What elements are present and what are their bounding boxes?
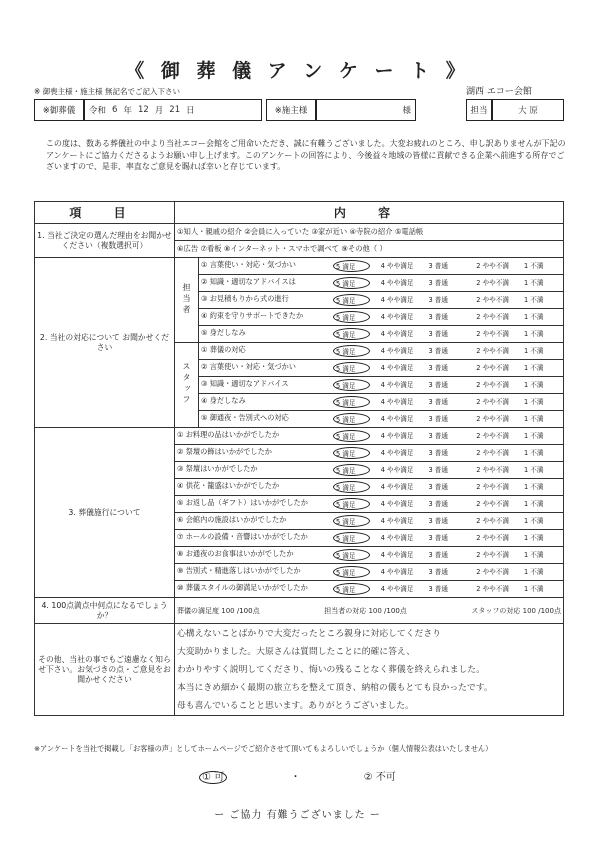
rating-option-5[interactable]: 5 満足	[333, 328, 370, 340]
rating-row[interactable]	[175, 530, 564, 547]
rating-option-2[interactable]: 2 やや不満	[476, 364, 509, 372]
rating-option-3[interactable]: 3 普通	[428, 500, 448, 508]
q1-options-row1[interactable]: ①知人・親戚の紹介 ②会員に入っていた ③家が近い ④寺院の紹介 ⑤電話帳	[175, 224, 564, 241]
rating-option-5[interactable]: 5 満足	[333, 260, 370, 272]
rating-option-3[interactable]: 3 普通	[428, 313, 448, 321]
rating-option-5[interactable]: 5 満足	[333, 498, 370, 510]
consent-no-option[interactable]: ② 不可	[363, 772, 396, 783]
page-title: 《 御 葬 儀 ア ン ケ ー ト 》	[125, 60, 470, 82]
rating-option-5[interactable]: 5 満足	[333, 362, 370, 374]
score-label: 葬儀の満足度	[177, 606, 219, 615]
rating-option-3[interactable]: 3 普通	[428, 330, 448, 338]
rating-row[interactable]	[199, 275, 564, 292]
rating-row[interactable]	[199, 377, 564, 394]
rating-option-2[interactable]: 2 やや不満	[476, 398, 509, 406]
score-field[interactable]	[324, 606, 407, 616]
rating-option-4[interactable]: 4 やや満足	[380, 381, 414, 389]
comment-line: 母も喜んでいることと思います。ありがとうございました。	[177, 700, 414, 711]
rating-item-label: ⑨ 告別式・精進落しはいかがでしたか	[177, 566, 301, 575]
rating-option-5[interactable]: 5 満足	[333, 311, 370, 323]
rating-option-5[interactable]: 5 満足	[333, 277, 370, 289]
rating-option-3[interactable]: 3 普通	[428, 585, 448, 593]
rating-item-label: ② 言葉使い・対応・気づかい	[201, 362, 296, 371]
rating-option-5[interactable]: 5 満足	[333, 379, 370, 391]
rating-option-2[interactable]: 2 やや不満	[476, 466, 509, 474]
rating-option-5[interactable]: 5 満足	[333, 294, 370, 306]
consent-options	[0, 768, 595, 783]
publish-consent-note: ※アンケートを当社で掲載し「お客様の声」としてホームページでご紹介させて頂いてもよろしいでしょうか（個人情報公表はいたしません）	[34, 744, 493, 753]
rating-option-3[interactable]: 3 普通	[428, 551, 448, 559]
rating-option-2[interactable]: 2 やや不満	[476, 517, 509, 525]
rating-item-label: ② 祭壇の飾はいかがでしたか	[177, 447, 272, 456]
comment-line: わかりやすく説明してくださり、悔いの残ることなく葬儀を終えられました。	[177, 664, 485, 675]
q2-label: 2. 当社の対応について お聞かせください	[35, 258, 175, 428]
rating-row[interactable]	[199, 326, 564, 343]
rating-item-label: ④ 約束を守りサポートできたか	[201, 311, 304, 320]
rating-row[interactable]	[175, 513, 564, 530]
rating-option-5[interactable]: 5 満足	[333, 464, 370, 476]
rating-option-1[interactable]: 1 不満	[524, 568, 544, 576]
rating-option-1[interactable]: 1 不満	[524, 585, 544, 593]
rating-option-2[interactable]: 2 やや不満	[476, 381, 509, 389]
host-label: ※施主様	[266, 99, 316, 121]
rating-option-2[interactable]: 2 やや不満	[476, 296, 509, 304]
score-field[interactable]	[471, 606, 561, 616]
rating-item-label: ④ 供花・籠盛はいかがでしたか	[177, 481, 280, 490]
q1-options-row2[interactable]: ⑥広告 ⑦看板 ⑧インターネット・スマホで調べて ⑨その他（ ）	[175, 241, 564, 258]
rating-option-4[interactable]: 4 やや満足	[380, 364, 414, 372]
rating-option-4[interactable]: 4 やや満足	[380, 449, 414, 457]
rating-option-2[interactable]: 2 やや不満	[476, 534, 509, 542]
rating-item-label: ⑤ お返し品（ギフト）はいかがでしたか	[177, 498, 308, 507]
rating-row[interactable]	[175, 445, 564, 462]
rating-row[interactable]	[199, 258, 564, 275]
rating-row[interactable]	[175, 547, 564, 564]
comment-line: 大変助かりました。大原さんは質問したことに的確に答え、	[177, 646, 416, 657]
rating-option-3[interactable]: 3 普通	[428, 262, 448, 270]
rating-option-1[interactable]: 1 不満	[524, 466, 544, 474]
rating-option-1[interactable]: 1 不満	[524, 364, 544, 372]
rating-row[interactable]	[175, 581, 564, 598]
score-value: 100	[522, 606, 537, 615]
rating-option-3[interactable]: 3 普通	[428, 466, 448, 474]
rating-option-5[interactable]: 5 満足	[333, 430, 370, 442]
rating-option-3[interactable]: 3 普通	[428, 364, 448, 372]
rating-row[interactable]	[199, 394, 564, 411]
comment-line: 本当にきめ細かく最期の旅立ちを整えて頂き、納棺の儀もとても良かったです。	[177, 682, 493, 693]
rating-item-label: ③ お見積もりから式の進行	[201, 294, 289, 303]
rating-option-1[interactable]: 1 不満	[524, 279, 544, 287]
rating-option-3[interactable]: 3 普通	[428, 398, 448, 406]
q4-label: 4. 100点満点中何点になるでしょうか？	[35, 598, 175, 624]
rating-option-5[interactable]: 5 満足	[333, 481, 370, 493]
consent-yes-option[interactable]: ① 可	[199, 771, 227, 784]
rating-option-1[interactable]: 1 不満	[524, 381, 544, 389]
score-label: スタッフの対応	[471, 606, 521, 615]
date-day-label: 日	[186, 106, 195, 116]
q5-label: その他、当社の事でもご遠慮なく知らせ下さい。お気づきの点・ご意見をお聞かせください	[35, 624, 175, 716]
rating-item-label: ⑥ 会館内の施設はいかがでしたか	[177, 515, 287, 524]
rating-option-2[interactable]: 2 やや不満	[476, 500, 509, 508]
q1-label: 1. 当社ご決定の選んだ理由をお聞かせください（複数選択可）	[35, 224, 175, 258]
rating-option-2[interactable]: 2 やや不満	[476, 262, 509, 270]
rating-option-5[interactable]: 5 満足	[333, 549, 370, 561]
rating-option-1[interactable]: 1 不満	[524, 313, 544, 321]
rating-item-label: ⑦ ホールの設備・音響はいかがでしたか	[177, 532, 308, 541]
rating-option-2[interactable]: 2 やや不満	[476, 279, 509, 287]
score-value: 100	[221, 606, 235, 615]
rating-option-3[interactable]: 3 普通	[428, 517, 448, 525]
rating-option-3[interactable]: 3 普通	[428, 347, 448, 355]
rating-option-3[interactable]: 3 普通	[428, 432, 448, 440]
rating-option-2[interactable]: 2 やや不満	[476, 568, 509, 576]
rating-option-4[interactable]: 4 やや満足	[380, 500, 414, 508]
rating-option-5[interactable]: 5 満足	[333, 345, 370, 357]
rating-option-4[interactable]: 4 やや満足	[380, 585, 414, 593]
rating-item-label: ⑩ 葬儀スタイルの御満足いかがでしたか	[177, 583, 308, 592]
rating-item-label: ② 知識・適切なアドバイスは	[201, 277, 296, 286]
rating-option-4[interactable]: 4 やや満足	[380, 398, 414, 406]
rating-option-4[interactable]: 4 やや満足	[380, 415, 414, 423]
intro-text: この度は、数ある葬儀社の中より当社エコー会館をご用命いただき、誠に有難うございました。大変お疲れのところ、申し訳ありませんが下記のアンケートにご協力くださるようお願い申し上げます。このアンケートの回答により、今後益々地域の皆様に貢献できる企業へ前進する所存でございますので、是非、率直なご意見を賜れば幸いと存じています。	[46, 139, 566, 171]
column-header-item: 項 目	[35, 202, 175, 224]
group-b-label: スタッフ	[182, 362, 191, 406]
rating-option-3[interactable]: 3 普通	[428, 568, 448, 576]
host-name-field[interactable]	[316, 99, 416, 121]
rating-option-1[interactable]: 1 不満	[524, 262, 544, 270]
date-day: 21	[169, 105, 181, 115]
rating-item-label: ① お料理の品はいかがでしたか	[177, 430, 280, 439]
rating-option-3[interactable]: 3 普通	[428, 279, 448, 287]
rating-option-1[interactable]: 1 不満	[524, 415, 544, 423]
rating-option-5[interactable]: 5 満足	[333, 515, 370, 527]
group-a-label: 担当者	[182, 282, 191, 316]
rating-item-label: ① 葬儀の対応	[201, 345, 246, 354]
rating-option-2[interactable]: 2 やや不満	[476, 432, 509, 440]
rating-option-4[interactable]: 4 やや満足	[380, 432, 414, 440]
rating-row[interactable]	[175, 462, 564, 479]
score-value: 100	[368, 606, 382, 615]
consent-separator: ・	[290, 772, 301, 783]
company-name: 湖西 エコー会館	[466, 87, 532, 97]
host-suffix: 様	[402, 106, 411, 116]
score-unit: /100点	[384, 606, 407, 615]
rating-option-1[interactable]: 1 不満	[524, 432, 544, 440]
rating-row[interactable]	[175, 479, 564, 496]
comment-field[interactable]	[175, 624, 564, 716]
rating-option-3[interactable]: 3 普通	[428, 483, 448, 491]
rating-item-label: ⑤ 身だしなみ	[201, 328, 246, 337]
rating-item-label: ③ 知識・適切なアドバイス	[201, 379, 289, 388]
date-month-label: 月	[154, 106, 164, 116]
rating-option-5[interactable]: 5 満足	[333, 566, 370, 578]
rating-option-4[interactable]: 4 やや満足	[380, 279, 414, 287]
rating-option-4[interactable]: 4 やや満足	[380, 347, 414, 355]
rating-option-3[interactable]: 3 普通	[428, 415, 448, 423]
rating-option-4[interactable]: 4 やや満足	[380, 483, 414, 491]
rating-item-label: ④ 身だしなみ	[201, 396, 246, 405]
date-era: 令和	[89, 106, 107, 116]
rating-option-3[interactable]: 3 普通	[428, 449, 448, 457]
rating-option-1[interactable]: 1 不満	[524, 500, 544, 508]
rating-option-5[interactable]: 5 満足	[333, 396, 370, 408]
rating-option-4[interactable]: 4 やや満足	[380, 296, 414, 304]
rating-row[interactable]	[199, 309, 564, 326]
survey-table	[34, 201, 564, 716]
rating-option-4[interactable]: 4 やや満足	[380, 313, 414, 321]
rating-row[interactable]	[175, 428, 564, 445]
rating-option-4[interactable]: 4 やや満足	[380, 551, 414, 559]
thanks-message: ー ご協力 有難うございました ー	[214, 810, 381, 821]
rating-row[interactable]	[175, 564, 564, 581]
rating-option-2[interactable]: 2 やや不満	[476, 347, 509, 355]
comment-line: 心構えないことばかりで大変だったところ親身に対応してくださり	[177, 628, 441, 639]
date-year-label: 年	[123, 106, 132, 116]
rating-option-4[interactable]: 4 やや満足	[380, 262, 414, 270]
date-month: 12	[137, 105, 149, 115]
score-field[interactable]	[177, 606, 260, 616]
staff-name: 大 原	[492, 99, 564, 121]
rating-item-label: ③ 祭壇はいかがでしたか	[177, 464, 258, 473]
rating-option-3[interactable]: 3 普通	[428, 534, 448, 542]
score-row	[175, 598, 564, 624]
rating-option-4[interactable]: 4 やや満足	[380, 517, 414, 525]
rating-option-1[interactable]: 1 不満	[524, 296, 544, 304]
rating-option-3[interactable]: 3 普通	[428, 296, 448, 304]
funeral-date-field[interactable]	[84, 99, 262, 121]
rating-option-1[interactable]: 1 不満	[524, 534, 544, 542]
rating-option-2[interactable]: 2 やや不満	[476, 585, 509, 593]
rating-option-1[interactable]: 1 不満	[524, 551, 544, 559]
rating-option-1[interactable]: 1 不満	[524, 517, 544, 525]
rating-option-1[interactable]: 1 不満	[524, 347, 544, 355]
rating-row[interactable]	[199, 343, 564, 360]
rating-option-2[interactable]: 2 やや不満	[476, 483, 509, 491]
date-year: 6	[112, 105, 118, 115]
staff-label: 担当	[466, 99, 492, 121]
rating-option-2[interactable]: 2 やや不満	[476, 313, 509, 321]
rating-option-4[interactable]: 4 やや満足	[380, 568, 414, 576]
rating-option-4[interactable]: 4 やや満足	[380, 466, 414, 474]
rating-option-1[interactable]: 1 不満	[524, 330, 544, 338]
rating-option-2[interactable]: 2 やや不満	[476, 449, 509, 457]
rating-row[interactable]	[199, 360, 564, 377]
rating-option-1[interactable]: 1 不満	[524, 483, 544, 491]
rating-item-label: ⑧ お通夜のお食事はいかがでしたか	[177, 549, 294, 558]
score-unit: /100点	[236, 606, 260, 615]
rating-row[interactable]	[199, 292, 564, 309]
rating-option-5[interactable]: 5 満足	[333, 583, 370, 595]
score-unit: /100点	[538, 606, 561, 615]
rating-option-4[interactable]: 4 やや満足	[380, 534, 414, 542]
rating-item-label: ① 言葉使い・対応・気づかい	[201, 260, 296, 269]
q3-label: 3. 葬儀施行について	[35, 428, 175, 598]
rating-option-4[interactable]: 4 やや満足	[380, 330, 414, 338]
rating-option-2[interactable]: 2 やや不満	[476, 551, 509, 559]
rating-option-1[interactable]: 1 不満	[524, 449, 544, 457]
column-header-content: 内 容	[175, 202, 564, 224]
rating-option-2[interactable]: 2 やや不満	[476, 415, 509, 423]
rating-option-5[interactable]: 5 満足	[333, 447, 370, 459]
anonymity-note: ※ 御喪主様・施主様 無記名でご記入下さい	[34, 87, 181, 96]
rating-row[interactable]	[175, 496, 564, 513]
rating-option-1[interactable]: 1 不満	[524, 398, 544, 406]
rating-option-3[interactable]: 3 普通	[428, 381, 448, 389]
rating-item-label: ⑤ 御通夜・告別式への対応	[201, 413, 289, 422]
funeral-label: ※御葬儀	[34, 99, 84, 121]
rating-option-5[interactable]: 5 満足	[333, 413, 370, 425]
score-label: 担当者の対応	[324, 606, 367, 615]
rating-option-5[interactable]: 5 満足	[333, 532, 370, 544]
rating-row[interactable]	[199, 411, 564, 428]
rating-option-2[interactable]: 2 やや不満	[476, 330, 509, 338]
